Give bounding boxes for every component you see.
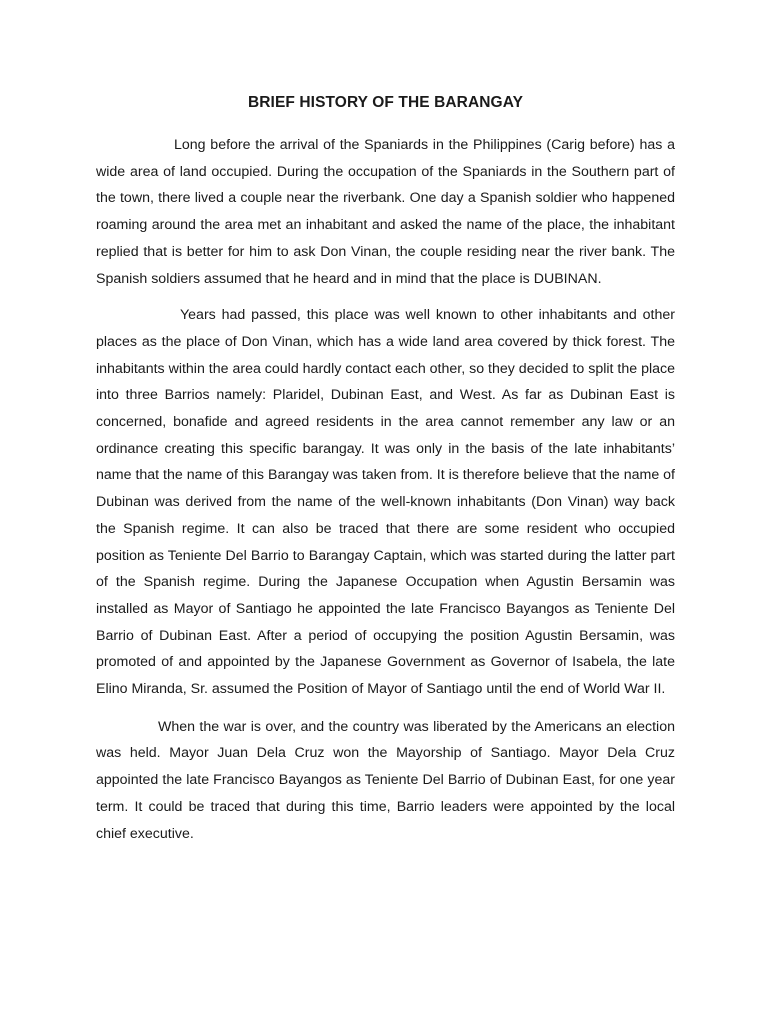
document-page xyxy=(96,0,675,847)
paragraph-3: When the war is over, and the country was liberated by the Americans an election was held. Mayor Juan Dela Cruz won the Mayorship of Santiago. Mayor Dela Cruz appointed the late Francisco Bayangos as Teniente Del Barrio of Dubinan East, for one year term. It could be traced that during this time, Barrio leaders were appointed by the local chief executive. xyxy=(96,718,675,842)
paragraph-1: Long before the arrival of the Spaniards in the Philippines (Carig before) has a wide area of land occupied. During the occupation of the Spaniards in the Southern part of the town, there lived a couple near the riverbank. One day a Spanish soldier who happened roaming around the area met an inhabitant and asked the name of the place, the inhabitant replied that is better for him to ask Don Vinan, the couple residing near the river bank. The Spanish soldiers assumed that he heard and in mind that the place is DUBINAN. xyxy=(96,137,675,287)
document-title: BRIEF HISTORY OF THE BARANGAY xyxy=(247,94,524,111)
paragraph-2: Years had passed, this place was well known to other inhabitants and other places as the place of Don Vinan, which has a wide land area covered by thick forest. The inhabitants within the area could hardly contact each other, so they decided to split the place into three Barrios namely: Plaridel, Dubinan East, and West. As far as Dubinan East is concerned, bonafide and agreed residents in the area cannot remember any law or an ordinance creating this specific barangay. It was only in the basis of the late inhabitants’ name that the name of this Barangay was taken from. It is therefore believe that the name of Dubinan was derived from the name of the well-known inhabitants (Don Vinan) way back the Spanish regime. It can also be traced that there are some resident who occupied position as Teniente Del Barrio to Barangay Captain, which was started during the latter part of the Spanish regime. During the Japanese Occupation when Agustin Bersamin was installed as Mayor of Santiago he appointed the late Francisco Bayangos as Teniente Del Barrio of Dubinan East. After a period of occupying the position Agustin Bersamin, was promoted of and appointed by the Japanese Government as Governor of Isabela, the late Elino Miranda, Sr. assumed the Position of Mayor of Santiago until the end of World War II. xyxy=(96,307,675,698)
